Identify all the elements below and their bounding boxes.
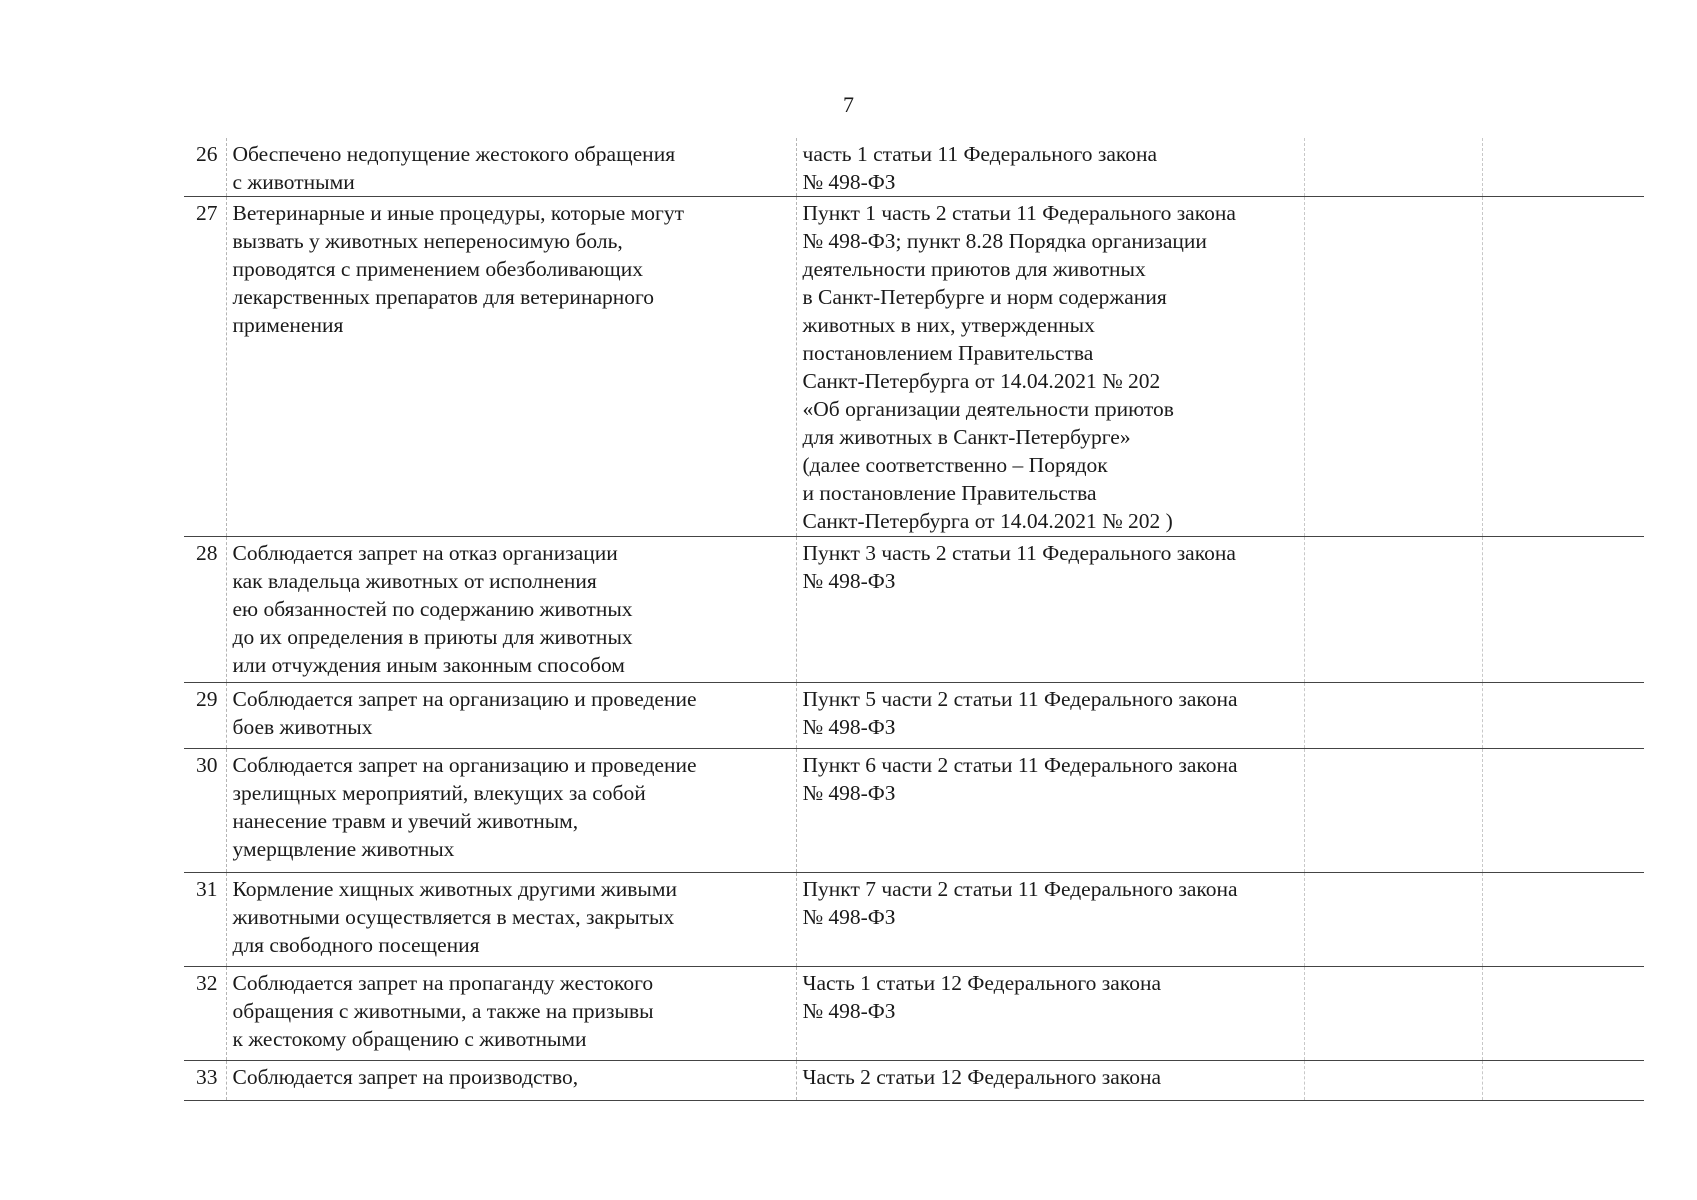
table-row xyxy=(184,683,1644,749)
legal-reference-cell: Пункт 3 часть 2 статьи 11 Федерального закона № 498-ФЗ xyxy=(796,537,1304,683)
note-cell xyxy=(1482,1061,1644,1101)
row-number: 27 xyxy=(184,197,226,537)
checklist-table xyxy=(184,138,1644,1101)
table-row xyxy=(184,749,1644,873)
row-number: 26 xyxy=(184,138,226,197)
legal-reference-cell: Пункт 6 части 2 статьи 11 Федерального закона № 498-ФЗ xyxy=(796,749,1304,873)
answer-cell xyxy=(1304,138,1482,197)
page-number: 7 xyxy=(843,92,854,117)
note-cell xyxy=(1482,138,1644,197)
note-cell xyxy=(1482,683,1644,749)
answer-cell xyxy=(1304,749,1482,873)
row-number: 31 xyxy=(184,873,226,967)
row-number: 30 xyxy=(184,749,226,873)
note-cell xyxy=(1482,197,1644,537)
requirement-cell: Соблюдается запрет на организацию и проведение боев животных xyxy=(226,683,796,749)
answer-cell xyxy=(1304,1061,1482,1101)
row-number: 32 xyxy=(184,967,226,1061)
table-row xyxy=(184,138,1644,197)
row-number: 29 xyxy=(184,683,226,749)
requirement-cell: Соблюдается запрет на организацию и проведение зрелищных мероприятий, влекущих за собой нанесение травм и увечий животным, умерщвление животных xyxy=(226,749,796,873)
legal-reference-cell: Пункт 1 часть 2 статьи 11 Федерального закона № 498-ФЗ; пункт 8.28 Порядка организации деятельности приютов для животных в Санкт-Петербурге и норм содержания животных в них, утвержденных постановлением Правительства Санкт-Петербурга от 14.04.2021 № 202 «Об организации деятельности приютов для животных в Санкт-Петербурге» (далее соответственно – Порядок и постановление Правительства Санкт-Петербурга от 14.04.2021 № 202 ) xyxy=(796,197,1304,537)
requirement-cell: Соблюдается запрет на пропаганду жестокого обращения с животными, а также на призывы к жестокому обращению с животными xyxy=(226,967,796,1061)
legal-reference-cell: Часть 2 статьи 12 Федерального закона xyxy=(796,1061,1304,1101)
requirement-cell: Обеспечено недопущение жестокого обращения с животными xyxy=(226,138,796,197)
note-cell xyxy=(1482,749,1644,873)
answer-cell xyxy=(1304,537,1482,683)
table-row xyxy=(184,197,1644,537)
legal-reference-cell: Часть 1 статьи 12 Федерального закона № 498-ФЗ xyxy=(796,967,1304,1061)
requirement-cell: Соблюдается запрет на отказ организации как владельца животных от исполнения ею обязанностей по содержанию животных до их определения в приюты для животных или отчуждения иным законным способом xyxy=(226,537,796,683)
note-cell xyxy=(1482,873,1644,967)
requirement-cell: Соблюдается запрет на производство, xyxy=(226,1061,796,1101)
answer-cell xyxy=(1304,873,1482,967)
table-row xyxy=(184,1061,1644,1101)
answer-cell xyxy=(1304,967,1482,1061)
requirement-cell: Ветеринарные и иные процедуры, которые могут вызвать у животных непереносимую боль, проводятся с применением обезболивающих лекарственных препаратов для ветеринарного применения xyxy=(226,197,796,537)
table-row xyxy=(184,873,1644,967)
legal-reference-cell: часть 1 статьи 11 Федерального закона № 498-ФЗ xyxy=(796,138,1304,197)
legal-reference-cell: Пункт 5 части 2 статьи 11 Федерального закона № 498-ФЗ xyxy=(796,683,1304,749)
table-row xyxy=(184,537,1644,683)
row-number: 33 xyxy=(184,1061,226,1101)
note-cell xyxy=(1482,537,1644,683)
table-row xyxy=(184,967,1644,1061)
legal-reference-cell: Пункт 7 части 2 статьи 11 Федерального закона № 498-ФЗ xyxy=(796,873,1304,967)
note-cell xyxy=(1482,967,1644,1061)
answer-cell xyxy=(1304,197,1482,537)
requirement-cell: Кормление хищных животных другими живыми животными осуществляется в местах, закрытых для свободного посещения xyxy=(226,873,796,967)
row-number: 28 xyxy=(184,537,226,683)
answer-cell xyxy=(1304,683,1482,749)
